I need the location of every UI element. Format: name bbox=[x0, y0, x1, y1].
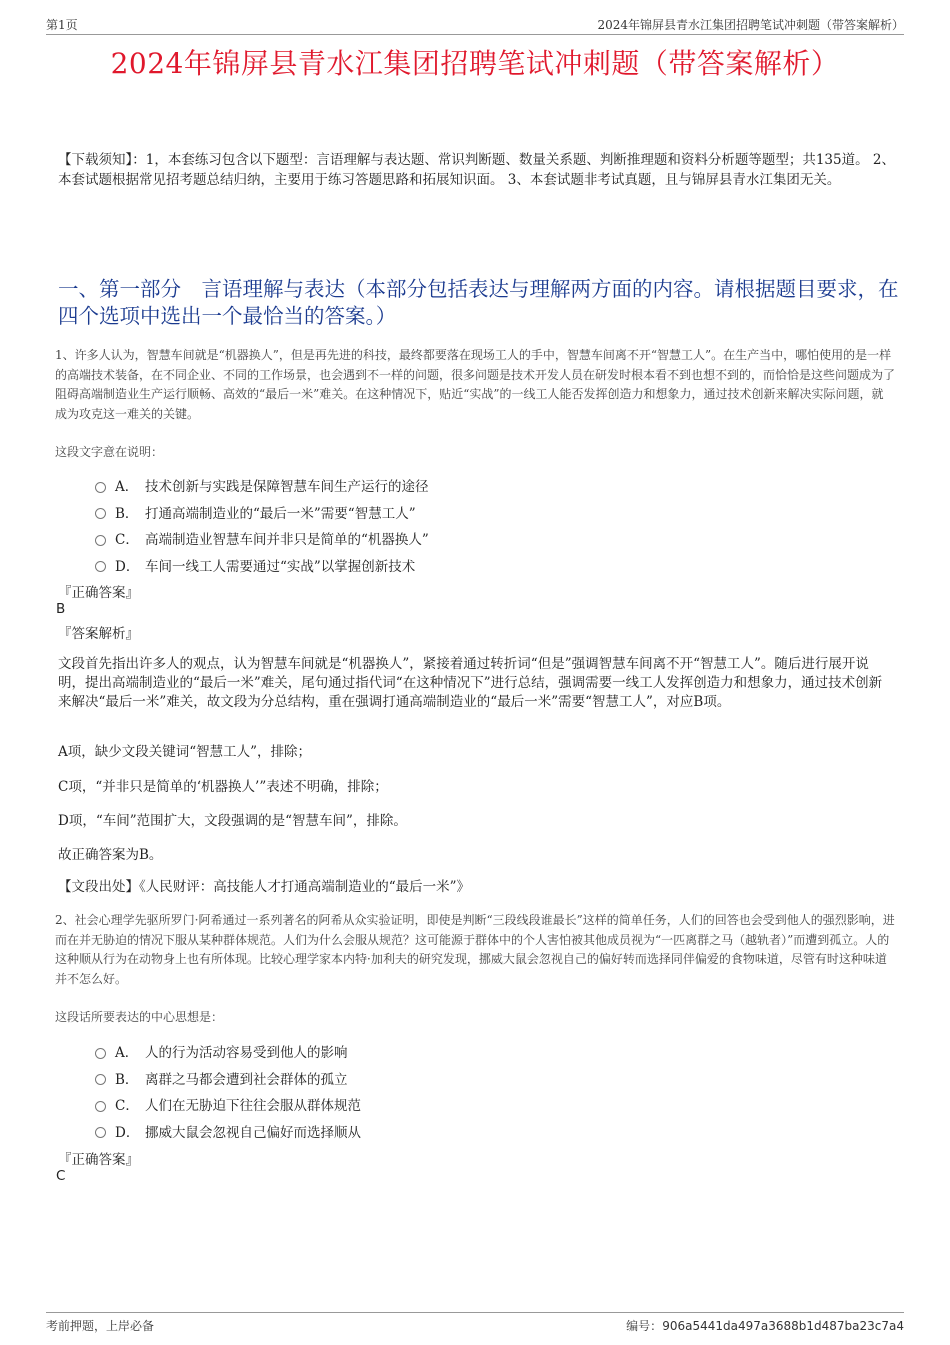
question-1-prompt: 这段文字意在说明： bbox=[55, 445, 164, 459]
analysis-option-d: D项，“车间”范围扩大，文段强调的是“智慧车间”，排除。 bbox=[58, 813, 407, 829]
footer-slogan: 考前押题，上岸必备 bbox=[46, 1319, 155, 1333]
radio-icon[interactable] bbox=[95, 482, 106, 493]
option-text: 车间一线工人需要通过“实战”以掌握创新技术 bbox=[145, 558, 416, 575]
radio-icon[interactable] bbox=[95, 535, 106, 546]
option-text: 高端制造业智慧车间并非只是简单的“机器换人” bbox=[145, 532, 429, 549]
radio-icon[interactable] bbox=[95, 1048, 106, 1059]
code-value: 906a5441da497a3688b1d487ba23c7a4 bbox=[662, 1319, 904, 1333]
passage-source: 【文段出处】《人民财评：高技能人才打通高端制造业的“最后一米”》 bbox=[58, 879, 471, 895]
option-text: 人的行为活动容易受到他人的影响 bbox=[145, 1045, 348, 1062]
footer-code bbox=[626, 1317, 904, 1334]
option-c[interactable]: C． 高端制造业智慧车间并非只是简单的“机器换人” bbox=[95, 525, 695, 552]
option-b[interactable]: B． 离群之马都会遭到社会群体的孤立 bbox=[95, 1065, 695, 1092]
option-c[interactable]: C． 人们在无胁迫下往往会服从群体规范 bbox=[95, 1091, 695, 1118]
option-text: 打通高端制造业的“最后一米”需要“智慧工人” bbox=[145, 505, 416, 522]
option-d[interactable]: D． 车间一线工人需要通过“实战”以掌握创新技术 bbox=[95, 552, 695, 579]
correct-answer-label: 『正确答案』 bbox=[58, 1152, 139, 1168]
analysis-option-a: A项，缺少文段关键词“智慧工人”，排除； bbox=[58, 744, 312, 760]
correct-answer-label: 『正确答案』 bbox=[58, 585, 139, 601]
radio-icon[interactable] bbox=[95, 1127, 106, 1138]
radio-icon[interactable] bbox=[95, 508, 106, 519]
option-text: 离群之马都会遭到社会群体的孤立 bbox=[145, 1071, 348, 1088]
option-text: 人们在无胁迫下往往会服从群体规范 bbox=[145, 1098, 361, 1115]
option-a[interactable]: A． 人的行为活动容易受到他人的影响 bbox=[95, 1038, 695, 1065]
radio-icon[interactable] bbox=[95, 1101, 106, 1112]
radio-icon[interactable] bbox=[95, 1074, 106, 1085]
question-2-text: 2、社会心理学先驱所罗门·阿希通过一系列著名的阿希从众实验证明，即使是判断“三段线段谁最长”这样的简单任务，人们的回答也会受到他人的强烈影响，进而在并无胁迫的情况下服从某种群体规范。人们为什么会服从规范？这可能源于群体中的个人害怕被其他成员视为“一匹离群之马（越轨者）”而遭到孤立。人的这种顺从行为在动物身上也有所体现。比较心理学家本内特·加利夫的研究发现，挪威大鼠会忽视自己的偏好转而选择同伴偏爱的食物味道，尽管有时这种味道并不怎么好。 bbox=[55, 913, 895, 986]
page-number: 第1页 bbox=[46, 18, 78, 32]
correct-answer: B bbox=[56, 601, 66, 617]
document-title: 2024年锦屏县青水江集团招聘笔试冲刺题（带答案解析） bbox=[110, 47, 840, 80]
question-1-options bbox=[95, 472, 695, 578]
question-2-prompt: 这段话所要表达的中心思想是： bbox=[55, 1010, 224, 1024]
header-doc-title: 2024年锦屏县青水江集团招聘笔试冲刺题（带答案解析） bbox=[597, 18, 904, 32]
question-2-options bbox=[95, 1038, 695, 1144]
code-label: 编号： bbox=[626, 1319, 663, 1333]
page-footer bbox=[46, 1312, 904, 1335]
option-text: 技术创新与实践是保障智慧车间生产运行的途径 bbox=[145, 479, 429, 496]
page-header bbox=[46, 14, 904, 35]
correct-answer: C bbox=[56, 1168, 66, 1184]
analysis-option-c: C项，“并非只是简单的‘机器换人’”表述不明确，排除； bbox=[58, 779, 388, 795]
analysis-label: 『答案解析』 bbox=[58, 626, 139, 642]
option-d[interactable]: D． 挪威大鼠会忽视自己偏好而选择顺从 bbox=[95, 1118, 695, 1145]
option-text: 挪威大鼠会忽视自己偏好而选择顺从 bbox=[145, 1124, 361, 1141]
radio-icon[interactable] bbox=[95, 561, 106, 572]
question-1-text: 1、许多人认为，智慧车间就是“机器换人”，但是再先进的科技，最终都要落在现场工人的手中，智慧车间离不开“智慧工人”。在生产当中，哪怕使用的是一样的高端技术装备，在不同企业、不同的工作场景，也会遇到不一样的问题，很多问题是技术开发人员在研发时根本看不到也想不到的，而恰恰是这些问题成为了阻碍高端制造业生产运行顺畅、高效的“最后一米”难关。在这种情况下，贴近“实战”的一线工人能否发挥创造力和想象力，通过技术创新来解决实际问题，就成为攻克这一难关的关键。 bbox=[55, 348, 896, 421]
analysis-paragraph: 文段首先指出许多人的观点，认为智慧车间就是“机器换人”，紧接着通过转折词“但是”强调智慧车间离不开“智慧工人”。随后进行展开说明，提出高端制造业的“最后一米”难关，尾句通过指代词“在这种情况下”进行总结，强调需要一线工人发挥创造力和想象力，通过技术创新来解决“最后一米”难关，故文段为分总结构，重在强调打通高端制造业的“最后一米”需要“智慧工人”，对应B项。 bbox=[58, 656, 883, 710]
analysis-conclusion: 故正确答案为B。 bbox=[58, 847, 163, 863]
option-b[interactable]: B． 打通高端制造业的“最后一米”需要“智慧工人” bbox=[95, 499, 695, 526]
section-title: 一、第一部分 言语理解与表达（本部分包括表达与理解两方面的内容。请根据题目要求，在四个选项中选出一个最恰当的答案。） bbox=[58, 277, 899, 328]
option-a[interactable]: A． 技术创新与实践是保障智慧车间生产运行的途径 bbox=[95, 472, 695, 499]
download-notice: 【下载须知】：1，本套练习包含以下题型：言语理解与表达题、常识判断题、数量关系题、判断推理题和资料分析题等题型；共135道。 2、本套试题根据常见招考题总结归纳，主要用于练习答题思路和拓展知识面。 3、本套试题非考试真题，且与锦屏县青水江集团无关。 bbox=[58, 152, 895, 188]
